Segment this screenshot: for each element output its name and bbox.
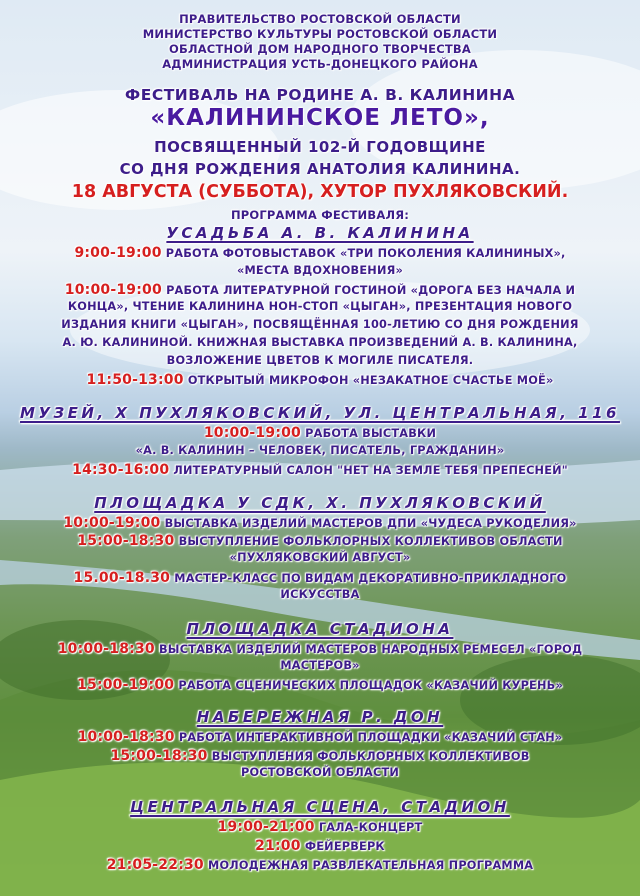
- schedule-time: 15.00-18.30: [73, 570, 171, 586]
- schedule-time: 9:00-19:00: [74, 245, 162, 261]
- schedule-row: [0, 515, 640, 531]
- schedule-time: 21:00: [255, 838, 301, 854]
- schedule-text: А. Ю. КАЛИНИНОЙ. КНИЖНАЯ ВЫСТАВКА ПРОИЗВЕДЕНИЙ А. В. КАЛИНИНА,: [62, 336, 578, 349]
- schedule-text: РАБОТА ЛИТЕРАТУРНОЙ ГОСТИНОЙ «ДОРОГА БЕЗ НАЧАЛА И: [166, 284, 576, 297]
- schedule-text: ИСКУССТВА: [280, 588, 360, 601]
- schedule-row: [0, 300, 640, 313]
- schedule-row: [0, 336, 640, 349]
- schedule-row: [0, 425, 640, 441]
- schedule-text: КОНЦА», ЧТЕНИЕ КАЛИНИНА НОН-СТОП «ЦЫГАН», ПРЕЗЕНТАЦИЯ НОВОГО: [67, 300, 573, 313]
- schedule-text: РАБОТА ИНТЕРАКТИВНОЙ ПЛОЩАДКИ «КАЗАЧИЙ СТАН»: [178, 731, 563, 744]
- section-title: ПЛОЩАДКА СТАДИОНА: [186, 620, 454, 638]
- schedule-text: «А. В. КАЛИНИН – ЧЕЛОВЕК, ПИСАТЕЛЬ, ГРАЖДАНИН»: [135, 444, 505, 457]
- schedule-text: ВОЗЛОЖЕНИЕ ЦВЕТОВ К МОГИЛЕ ПИСАТЕЛЯ.: [166, 354, 474, 367]
- section-title: НАБЕРЕЖНАЯ Р. ДОН: [196, 708, 444, 726]
- schedule-time: 11:50-13:00: [86, 372, 184, 388]
- schedule-time: 15:00-18:30: [110, 748, 208, 764]
- schedule-text: ФЕЙЕРВЕРК: [304, 840, 385, 853]
- schedule-text: ИЗДАНИЯ КНИГИ «ЦЫГАН», ПОСВЯЩЁННАЯ 100-ЛЕТИЮ СО ДНЯ РОЖДЕНИЯ: [61, 318, 579, 331]
- schedule-text: ВЫСТУПЛЕНИЕ ФОЛЬКЛОРНЫХ КОЛЛЕКТИВОВ ОБЛАСТИ: [178, 535, 563, 548]
- section-title: ПЛОЩАДКА У СДК, Х. ПУХЛЯКОВСКИЙ: [94, 494, 546, 512]
- org-line-3: ОБЛАСТНОЙ ДОМ НАРОДНОГО ТВОРЧЕСТВА: [169, 42, 471, 56]
- schedule-time: 10:00-18:30: [57, 641, 155, 657]
- schedule-row: [0, 570, 640, 586]
- schedule-row: [0, 354, 640, 367]
- org-line-4: АДМИНИСТРАЦИЯ УСТЬ-ДОНЕЦКОГО РАЙОНА: [162, 57, 478, 71]
- schedule-text: ОТКРЫТЫЙ МИКРОФОН «НЕЗАКАТНОЕ СЧАСТЬЕ МОЁ»: [187, 374, 554, 387]
- schedule-time: 21:05-22:30: [106, 857, 204, 873]
- dedication-line-2: СО ДНЯ РОЖДЕНИЯ АНАТОЛИЯ КАЛИНИНА.: [119, 160, 521, 178]
- schedule-time: 10:00-19:00: [64, 282, 162, 298]
- schedule-row: [0, 641, 640, 657]
- festival-name: «КАЛИНИНСКОЕ ЛЕТО»,: [150, 105, 490, 131]
- section-title: МУЗЕЙ, Х ПУХЛЯКОВСКИЙ, УЛ. ЦЕНТРАЛЬНАЯ, 116: [20, 404, 620, 422]
- schedule-text: «МЕСТА ВДОХНОВЕНИЯ»: [236, 264, 403, 277]
- schedule-text: ВЫСТУПЛЕНИЯ ФОЛЬКЛОРНЫХ КОЛЛЕКТИВОВ: [211, 750, 530, 763]
- schedule-row: [0, 462, 640, 478]
- schedule-row: [0, 282, 640, 298]
- schedule-time: 10:00-19:00: [203, 425, 301, 441]
- schedule-row: [0, 729, 640, 745]
- schedule-row: [0, 588, 640, 601]
- schedule-time: 10:00-18:30: [77, 729, 175, 745]
- event-date: 18 АВГУСТА (СУББОТА), ХУТОР ПУХЛЯКОВСКИЙ.: [71, 182, 569, 202]
- schedule-row: [0, 533, 640, 549]
- schedule-text: ВЫСТАВКА ИЗДЕЛИЙ МАСТЕРОВ НАРОДНЫХ РЕМЕСЕЛ «ГОРОД: [159, 643, 583, 656]
- schedule-text: ВЫСТАВКА ИЗДЕЛИЙ МАСТЕРОВ ДПИ «ЧУДЕСА РУКОДЕЛИЯ»: [164, 517, 577, 530]
- schedule-text: РАБОТА ФОТОВЫСТАВОК «ТРИ ПОКОЛЕНИЯ КАЛИНИНЫХ»,: [165, 247, 566, 260]
- schedule-row: [0, 372, 640, 388]
- schedule-time: 10:00-19:00: [63, 515, 161, 531]
- schedule-row: [0, 766, 640, 779]
- schedule-text: МАСТЕРОВ»: [280, 659, 360, 672]
- schedule-text: МАСТЕР-КЛАСС ПО ВИДАМ ДЕКОРАТИВНО-ПРИКЛАДНОГО: [174, 572, 567, 585]
- schedule-row: [0, 838, 640, 854]
- schedule-text: ЛИТЕРАТУРНЫЙ САЛОН "НЕТ НА ЗЕМЛЕ ТЕБЯ ПРЕПЕСНЕЙ": [173, 464, 568, 477]
- schedule-text: РАБОТА ВЫСТАВКИ: [305, 427, 437, 440]
- schedule-row: [0, 318, 640, 331]
- schedule-row: [0, 264, 640, 277]
- schedule-row: [0, 819, 640, 835]
- section-title: ЦЕНТРАЛЬНАЯ СЦЕНА, СТАДИОН: [130, 798, 510, 816]
- schedule-time: 19:00-21:00: [217, 819, 315, 835]
- schedule-row: [0, 857, 640, 873]
- program-title: ПРОГРАММА ФЕСТИВАЛЯ:: [230, 208, 410, 222]
- schedule-text: МОЛОДЕЖНАЯ РАЗВЛЕКАТЕЛЬНАЯ ПРОГРАММА: [208, 859, 534, 872]
- schedule-text: РАБОТА СЦЕНИЧЕСКИХ ПЛОЩАДОК «КАЗАЧИЙ КУРЕНЬ»: [178, 679, 563, 692]
- schedule-time: 15:00-18:30: [77, 533, 175, 549]
- festival-line: ФЕСТИВАЛЬ НА РОДИНЕ А. В. КАЛИНИНА: [124, 86, 516, 104]
- section-title: УСАДЬБА А. В. КАЛИНИНА: [166, 224, 474, 242]
- schedule-row: [0, 444, 640, 457]
- org-line-2: МИНИСТЕРСТВО КУЛЬТУРЫ РОСТОВСКОЙ ОБЛАСТИ: [142, 27, 498, 41]
- schedule-row: [0, 245, 640, 261]
- schedule-text: «ПУХЛЯКОВСКИЙ АВГУСТ»: [229, 551, 411, 564]
- schedule-time: 15:00-19:00: [77, 677, 175, 693]
- dedication-line-1: ПОСВЯЩЕННЫЙ 102-Й ГОДОВЩИНЕ: [154, 138, 486, 156]
- schedule-row: [0, 551, 640, 564]
- schedule-time: 14:30-16:00: [72, 462, 170, 478]
- schedule-row: [0, 677, 640, 693]
- schedule-text: РОСТОВСКОЙ ОБЛАСТИ: [241, 766, 399, 779]
- schedule-text: ГАЛА-КОНЦЕРТ: [318, 821, 423, 834]
- schedule-row: [0, 659, 640, 672]
- schedule-row: [0, 748, 640, 764]
- org-line-1: ПРАВИТЕЛЬСТВО РОСТОВСКОЙ ОБЛАСТИ: [179, 12, 461, 26]
